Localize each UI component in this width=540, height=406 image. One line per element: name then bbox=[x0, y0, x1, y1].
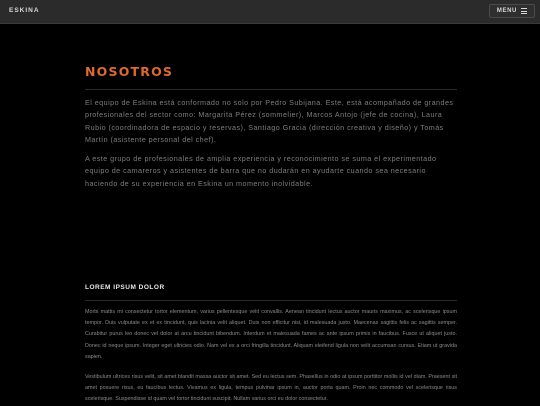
menu-button[interactable] bbox=[489, 4, 535, 18]
about-paragraph-1: El equipo de Eskina está conformado no solo por Pedro Subijana. Este, está acompañado de grandes profesionales del sector como: Margarita Pérez (sommelier), Marcos Antojo (jefe de cocina), Laura Rubio (coordinadora de espacio y reservas), Santiago Gracia (dirección creativa y diseño) y Tomás Martín (asistente personal del chef). bbox=[85, 98, 454, 144]
top-navbar bbox=[0, 0, 540, 24]
about-paragraph-2: A este grupo de profesionales de amplia experiencia y reconocimiento se suma el experimentado equipo de camareros y asistentes de barra que no dudarán en ayudarte cuando sea necesario haciendo de su experiencia en Eskina un momento inolvidable. bbox=[85, 154, 437, 188]
menu-label: MENU bbox=[496, 8, 517, 14]
lorem-paragraph-2: Vestibulum ultrices risus velit, sit amet blandit massa auctor sit amet. Sed eu lectus sem. Phasellus in odio at ipsum porttitor mollis id vel diam. Praesent sit amet posuere risus, eu faucibus lectus. Vivamus ex ligula, tempus pulvinar ipsum in, auctor porta quam. Proin nec commodo vel scelerisque risus scelerisque. Suspendisse id quam vel tortor tincidunt suscipit. Nullam varius orci eu dolor consectetur. bbox=[85, 374, 457, 403]
lorem-section bbox=[85, 284, 457, 406]
brand-logo[interactable]: ESKINA bbox=[9, 7, 40, 14]
lorem-paragraph-1: Morbi mattis mi consectetur tortor elementum, varius pellentesque velit convallis. Aenean tincidunt lectus auctor mauris maximus, ac scelerisque ipsum tempor. Duis vulputate ex et ex tincidunt, quis lacinia velit aliquet. Duis non efficitur nisi, id malesuada justo. Maecenas sagittis felis ac sagittis semper. Curabitur purus leo donec vel dolor at arcu tincidunt bibendum. Interdum et malesuada fames ac ante ipsum primis in faucibus. Fusce ut aliquet justo. Donec id neque ipsum. Integer eget ultricies odio. Nam vel ex a orci fringilla tincidunt. Aliquam eleifend ligula non velit accumsan cursus. Etiam ut gravida sapien. bbox=[85, 309, 457, 360]
divider bbox=[85, 300, 457, 301]
section-title: NOSOTROS bbox=[85, 64, 174, 79]
lorem-section-title: LOREM IPSUM DOLOR bbox=[85, 284, 165, 291]
hamburger-icon bbox=[521, 7, 527, 15]
divider bbox=[85, 89, 457, 90]
about-section bbox=[85, 64, 457, 190]
